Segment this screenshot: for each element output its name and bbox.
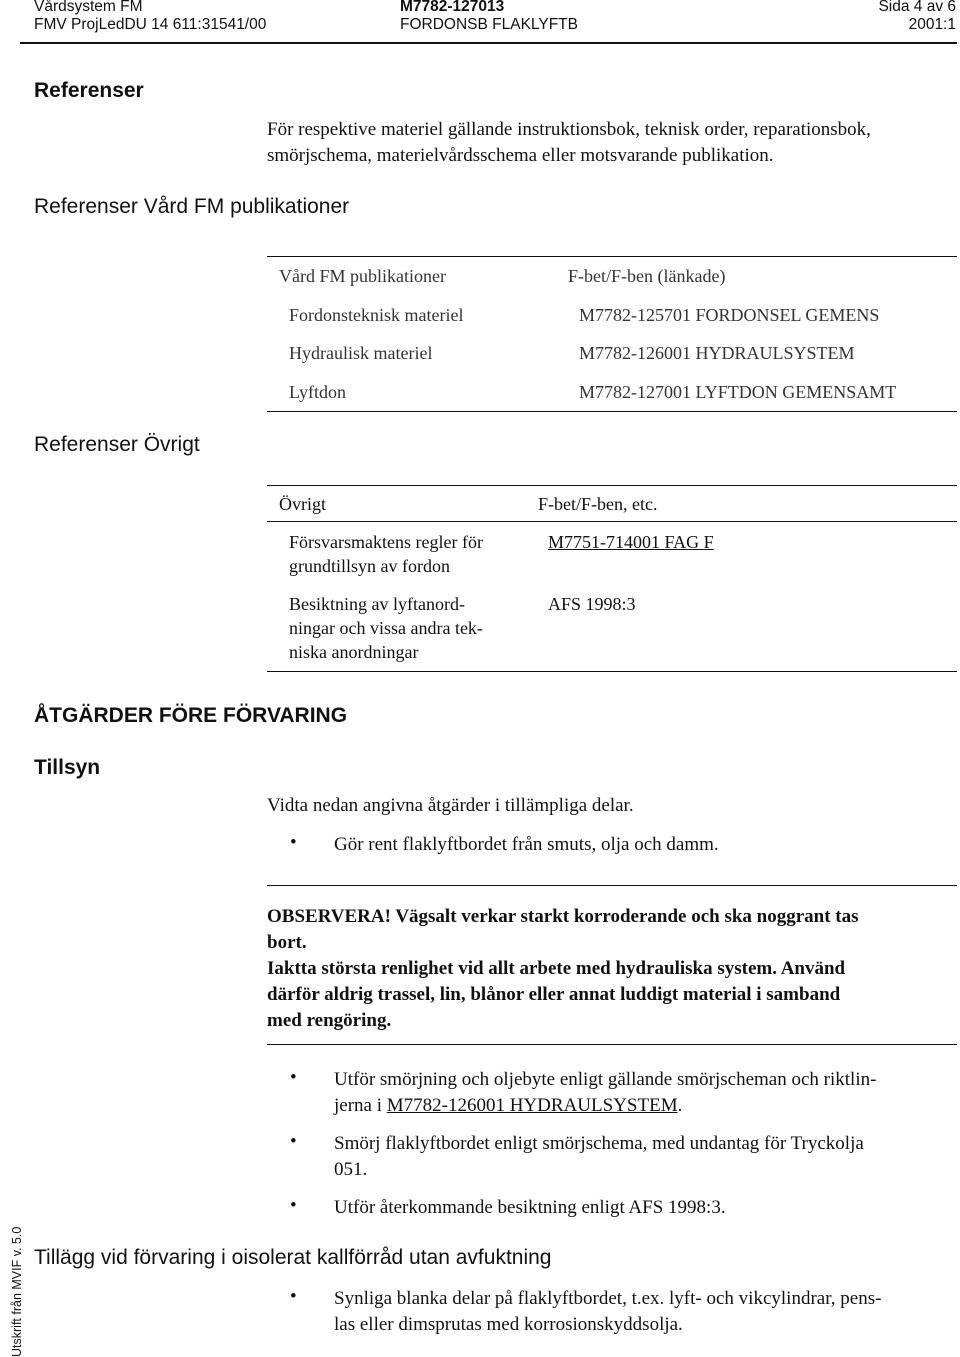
header-rule: [20, 42, 957, 44]
obs-bottom-rule: [267, 1044, 957, 1045]
obs-line4: därför aldrig trassel, lin, blånor eller annat luddigt material i samband: [267, 984, 841, 1005]
table-bottom-rule: [267, 411, 957, 412]
referenser-text-line1: För respektive materiel gällande instruktionsbok, teknisk order, reparationsbok,: [267, 119, 871, 140]
table-top-rule: [267, 256, 957, 257]
obs-top-rule: [267, 885, 957, 886]
bullet-icon: •: [290, 1195, 297, 1216]
atgarder-bullet2-line1: Utför smörjning och oljebyte enligt gällande smörjscheman och riktlin-: [334, 1069, 877, 1090]
atgarder-bullet1: Gör rent flaklyftbordet från smuts, olja och damm.: [334, 834, 719, 855]
header-system: Vårdsystem FM: [34, 0, 143, 15]
section-title-tillagg: Tillägg vid förvaring i oisolerat kallförråd utan avfuktning: [34, 1246, 552, 1269]
vard-table-row-name: Fordonsteknisk materiel: [289, 305, 464, 325]
referenser-text-line2: smörjschema, materielvårdsschema eller motsvarande publikation.: [267, 145, 774, 166]
bullet-icon: •: [290, 1067, 297, 1088]
section-title-ovrigt: Referenser Övrigt: [34, 433, 200, 456]
bullet-icon: •: [290, 1131, 297, 1152]
header-edition: 2001:1: [908, 16, 956, 33]
obs-line2: bort.: [267, 932, 307, 953]
ovrigt-row2-name-line2: ningar och vissa andra tek-: [289, 618, 483, 638]
obs-line5: med rengöring.: [267, 1010, 392, 1031]
section-title-atgarder: ÅTGÄRDER FÖRE FÖRVARING: [34, 704, 348, 727]
tillagg-bullet1-line1: Synliga blanka delar på flaklyftbordet, t.ex. lyft- och vikcylindrar, pens-: [334, 1288, 882, 1309]
print-source-label: Utskrift från MVIF v. 5.0: [10, 1226, 24, 1357]
subsection-title-tillsyn: Tillsyn: [34, 756, 101, 779]
ovrigt-row2-name-line3: niska anordningar: [289, 642, 419, 662]
ovrigt-row1-name-line1: Försvarsmaktens regler för: [289, 532, 483, 552]
table-bottom-rule: [267, 671, 957, 672]
header-project: FMV ProjLedDU 14 611:31541/00: [34, 16, 267, 33]
ovrigt-row2-name-line1: Besiktning av lyftanord-: [289, 594, 465, 614]
tillagg-bullet1-line2: las eller dimsprutas med korrosionskyddsolja.: [334, 1314, 683, 1335]
atgarder-intro: Vidta nedan angivna åtgärder i tillämpliga delar.: [267, 795, 634, 816]
header-document-title: FORDONSB FLAKLYFTB: [400, 16, 578, 33]
vard-table-header-name: Vård FM publikationer: [279, 266, 446, 286]
bullet2-prefix: jerna i: [334, 1095, 387, 1116]
ovrigt-table-header-name: Övrigt: [279, 494, 326, 514]
vard-table-row-ref-link[interactable]: M7782-127001 LYFTDON GEMENSAMT: [579, 382, 897, 402]
vard-table-row-ref-link[interactable]: M7782-125701 FORDONSEL GEMENS: [579, 305, 880, 325]
header-page-number: Sida 4 av 6: [878, 0, 956, 15]
ovrigt-table-header-ref: F-bet/F-ben, etc.: [538, 494, 658, 514]
table-top-rule: [267, 485, 957, 486]
ovrigt-row1-name-line2: grundtillsyn av fordon: [289, 556, 450, 576]
vard-table-row-name: Hydraulisk materiel: [289, 343, 433, 363]
vard-table-row-name: Lyftdon: [289, 382, 346, 402]
header-document-number: M7782-127013: [400, 0, 505, 15]
table-header-rule: [267, 521, 957, 522]
bullet2-suffix: .: [677, 1095, 683, 1116]
vard-table-header-ref: F-bet/F-ben (länkade): [568, 266, 726, 286]
hydraulsystem-link[interactable]: M7782-126001 HYDRAULSYSTEM: [386, 1095, 678, 1116]
obs-line3: Iaktta största renlighet vid allt arbete med hydrauliska system. Använd: [267, 958, 846, 979]
obs-line1: OBSERVERA! Vägsalt verkar starkt korroderande och ska noggrant tas: [267, 906, 859, 927]
bullet-icon: •: [290, 832, 297, 853]
vard-table-row-ref-link[interactable]: M7782-126001 HYDRAULSYSTEM: [579, 343, 855, 363]
section-title-referenser: Referenser: [34, 79, 144, 102]
atgarder-bullet3-line1: Smörj flaklyftbordet enligt smörjschema, med undantag för Tryckolja: [334, 1133, 864, 1154]
section-title-vard-fm: Referenser Vård FM publikationer: [34, 195, 350, 218]
ovrigt-row2-ref: AFS 1998:3: [548, 594, 636, 614]
atgarder-bullet4: Utför återkommande besiktning enligt AFS 1998:3.: [334, 1197, 726, 1218]
ovrigt-row1-ref-link[interactable]: M7751-714001 FAG F: [548, 532, 714, 552]
bullet-icon: •: [290, 1286, 297, 1307]
atgarder-bullet2-line2: [334, 1093, 682, 1119]
atgarder-bullet3-line2: 051.: [334, 1159, 368, 1180]
